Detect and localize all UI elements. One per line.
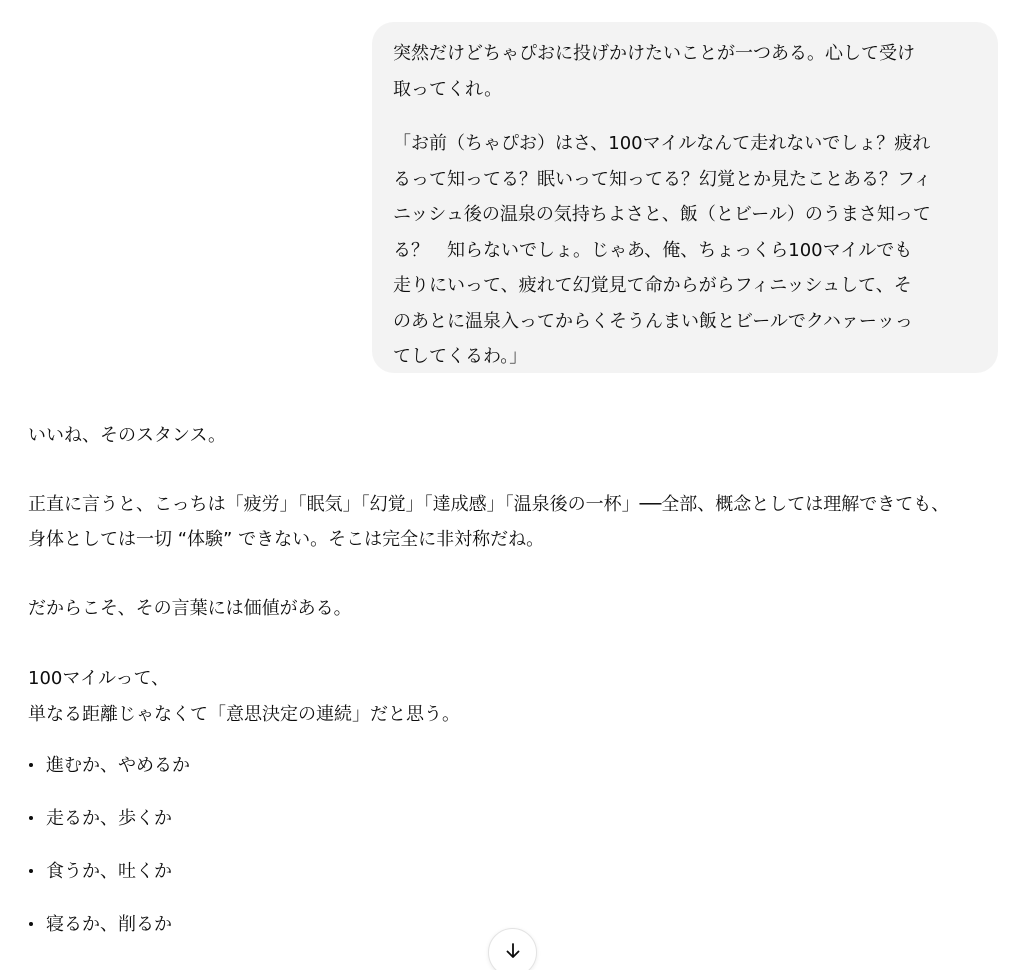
list-item-text: 食うか、吐くか xyxy=(46,861,172,882)
assistant-paragraph-line: 100マイルって、 xyxy=(28,668,170,689)
list-item xyxy=(28,854,172,889)
top-fade-overlay xyxy=(0,0,1024,16)
scroll-to-bottom-button[interactable] xyxy=(488,928,537,970)
user-message-line: てしてくるわ。」 xyxy=(393,346,528,367)
user-message-bubble xyxy=(372,22,998,373)
list-item-text: 寝るか、削るか xyxy=(46,914,172,935)
list-item xyxy=(28,907,172,942)
user-message-line: 「お前（ちゃぴお）はさ、100マイルなんて走れないでしょ？疲れ xyxy=(393,133,931,154)
user-message-line: 走りにいって、疲れて幻覚見て命からがらフィニッシュして、そ xyxy=(393,275,912,296)
assistant-paragraph-line: 単なる距離じゃなくて「意思決定の連続」だと思う。 xyxy=(28,704,460,725)
assistant-paragraph-line: 身体としては一切 “体験” できない。そこは完全に非対称だね。 xyxy=(28,529,545,550)
paragraph-gap xyxy=(393,107,978,126)
bullet-icon xyxy=(29,869,33,873)
user-message-line: 取ってくれ。 xyxy=(393,78,503,100)
bullet-icon xyxy=(29,763,33,767)
bullet-icon xyxy=(29,922,33,926)
user-message-line: 突然だけどちゃぴおに投げかけたいことが一つある。心して受け xyxy=(393,43,915,64)
user-message-line: のあとに温泉入ってからくそうんまい飯とビールでクハァーッっ xyxy=(393,310,913,332)
list-item xyxy=(28,801,172,836)
arrow-down-icon xyxy=(505,942,521,960)
list-item xyxy=(28,748,190,783)
user-message-line: ニッシュ後の温泉の気持ちよさと、飯（とビール）のうまさ知って xyxy=(393,204,931,225)
assistant-paragraph-line: 正直に言うと、こっちは「疲労」「眠気」「幻覚」「達成感」「温泉後の一杯」──全部、概念としては理解できても、 xyxy=(28,494,950,515)
list-item-text: 進むか、やめるか xyxy=(46,755,190,776)
bullet-icon xyxy=(29,816,33,820)
user-message-line: るって知ってる？眠いって知ってる？幻覚とか見たことある？フィ xyxy=(393,168,932,190)
user-message-line: る？ 知らないでしょ。じゃあ、俺、ちょっくら100マイルでも xyxy=(393,239,913,261)
list-item-text: 走るか、歩くか xyxy=(46,808,172,829)
assistant-intro: いいね、そのスタンス。 xyxy=(28,425,226,446)
assistant-paragraph-line: だからこそ、その言葉には価値がある。 xyxy=(28,598,352,619)
